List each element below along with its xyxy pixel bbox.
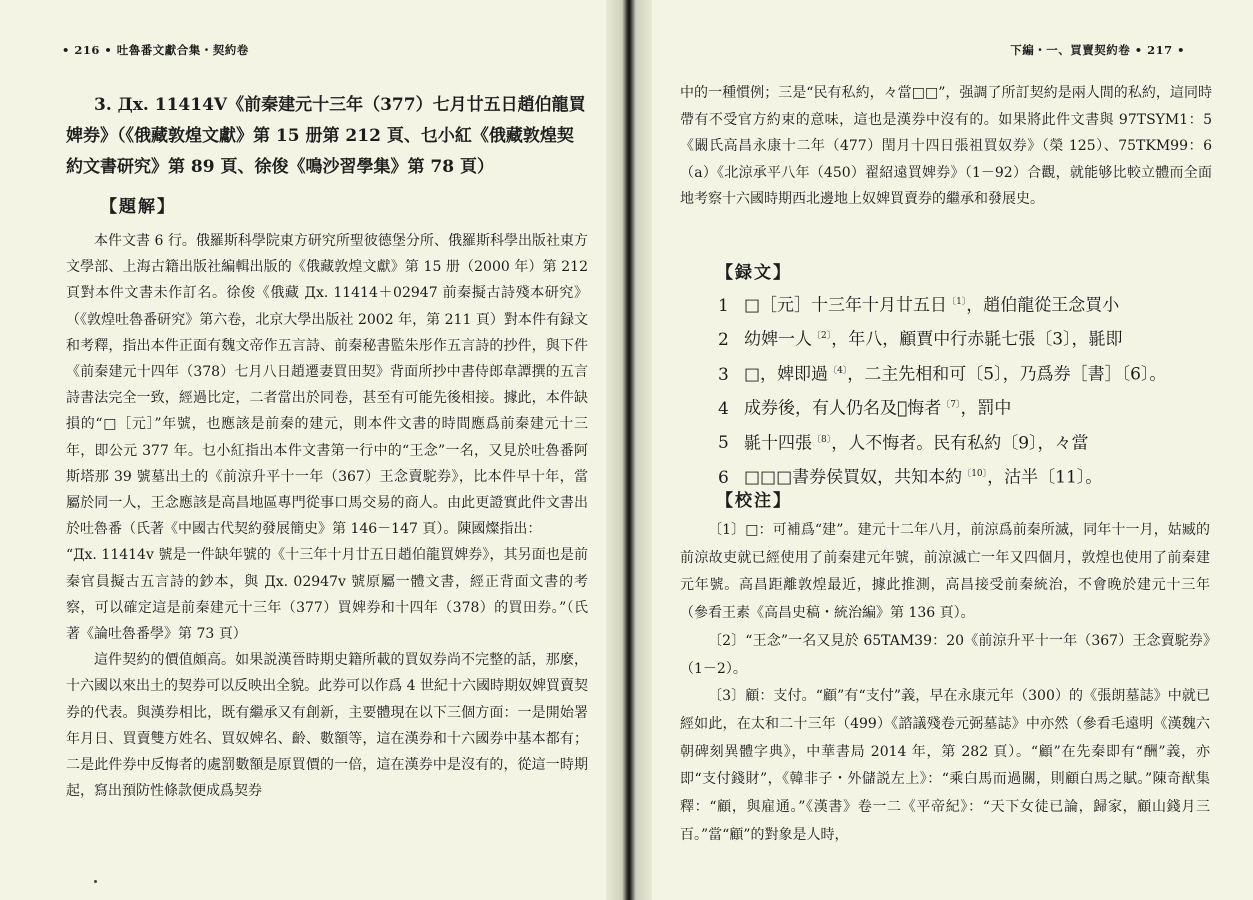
title-line: 約文書研究》第 89 頁、徐俊《鳴沙習學集》第 78 頁） <box>66 157 494 177</box>
right-running-header: 下編・一、買賣契約卷 • 217 • <box>1010 43 1185 57</box>
annotation: 〔2〕“王念”一名又見於 65TAM39：20《前涼升平十一年（367）王念賣駝券》（1－2）。 <box>680 632 1210 677</box>
section-heading-jiaozhu: 【校注】 <box>716 491 792 511</box>
transcription-line: 5 毾十四張$^{〔8〕}$，人不悔者。民有私約〔9〕，々當 <box>718 433 1089 454</box>
transcription-line: 1 □［元］十三年十月廿五日$^{〔1〕}$，趙伯龍從王念買小 <box>718 295 1120 316</box>
transcription-line: 2 幼婢一人$^{〔2〕}$，年八，顧賈中行赤毾七張〔3〕，毾即 <box>718 330 1123 351</box>
left-page <box>0 0 606 900</box>
right-page <box>652 0 1253 900</box>
continued-paragraph <box>680 80 1212 213</box>
transcription-line: 6 □□□書券侯買奴，共知本約$^{〔10〕}$，沽半〔11〕。 <box>718 467 1103 488</box>
paragraph: “Дx. 11414v 號是一件缺年號的《十三年十月廿五日趙伯龍買婢券》，其另面也是前秦官員擬古五言詩的鈔本，與 Дx. 02947v 號原屬一體文書，經正背面文書的考察，可以確定這是前秦建元十三年（377）買婢券和十四年（378）的買田券。”（氏著《論吐魯番學》第 73 頁） <box>66 547 588 643</box>
paragraph: 本件文書 6 行。俄羅斯科學院東方研究所聖彼德堡分所、俄羅斯科學出版社東方文學部、上海古籍出版社編輯出版的《俄藏敦煌文獻》第 15 册（2000 年）第 212 頁對本件文書未作訂名。徐俊《俄藏 Дx. 11414＋02947 前秦擬古詩殘本研究》（《敦煌吐魯番研究》第六卷，北京大學出版社 2002 年，第 211 頁）對本件有録文和考釋，指出本件正面有魏文帝作五言詩、前秦秘書監朱彤作五言詩的抄件，與下件《前秦建元十四年（378）七月八日趙遷妻買田契》背面所抄中書侍郎韋譚撰的五言詩書法完全一致，經過比定，二者當出於同卷，甚至有可能先後相接。據此，本件缺損的“□［元］”年號，也應該是前秦的建元，則本件文書的時間應爲前秦建元十三年，即公元 377 年。乜小紅指出本件文書第一行中的“王念”一名，又見於吐魯番阿斯塔那 39 號墓出土的《前涼升平十一年（367）王念賣駝券》，比本件早十年，當屬於同一人，王念應該是高昌地區專門從事口馬交易的商人。由此更證實此件文書出於吐魯番（氏著《中國古代契約發展簡史》第 146－147 頁）。陳國燦指出： <box>66 233 588 538</box>
annotation: 〔3〕顧：支付。“顧”有“支付”義，早在永康元年（300）的《張朗墓誌》中就已經如此，在太和二十三年（499）《諮議殘卷元弼墓誌》中亦然（參看毛遠明《漢魏六朝碑刻異體字典》，中華書局 2014 年，第 282 頁）。“顧”在先秦即有“酬”義，亦即“支付錢財”，《韓非子・外儲説左上》：“乘白馬而過關，則顧白馬之賦。”陳奇猷集釋：“顧，與雇通。”《漢書》卷一二《平帝紀》：“天下女徒已論，歸家，顧山錢月三百。”當“顧”的對象是人時， <box>680 688 1210 843</box>
section-heading-tijie: 【題解】 <box>100 197 176 217</box>
book-gutter <box>606 0 652 900</box>
paragraph: 這件契約的價值頗高。如果説漢晉時期史籍所載的買奴券尚不完整的話，那麼，十六國以來出土的契券可以反映出全貌。此券可以作爲 4 世紀十六國時期奴婢買賣契券的代表。與漢券相比，既有繼承又有創新，主要體現在以下三個方面：一是開始署年月日、買賣雙方姓名、買奴婢名、齡、數額等，這在漢券和十六國券中基本都有；二是此件券中反悔者的處罰數額是原買價的一倍，這在漢券中是沒有的，從這一時期起，寫出預防性條款便成爲契券 <box>66 652 588 800</box>
transcription-line: 4 成券後，有人仍名及𢙣悔者$^{〔7〕}$，罰中 <box>718 399 1012 420</box>
annotation: 〔1〕□：可補爲“建”。建元十二年八月，前涼爲前秦所滅，同年十一月，姑臧的前涼故吏就已經使用了前秦建元年號，前涼滅亡一年又四個月，敦煌也使用了前秦建元年號。高昌距離敦煌最近，據此推測，高昌接受前秦統治，不會晚於建元十三年（參看王素《高昌史稿・統治編》第 136 頁）。 <box>680 522 1210 622</box>
left-running-header: • 216 • 吐魯番文獻合集・契約卷 <box>62 43 249 57</box>
page-mark <box>94 880 97 883</box>
transcription <box>718 287 1198 494</box>
annotations <box>680 517 1210 849</box>
title-line: 3. Дx. 11414V《前秦建元十三年（377）七月廿五日趙伯龍買 <box>94 95 586 115</box>
section-heading-luwen: 【録文】 <box>716 263 792 283</box>
paragraph: 中的一種慣例；三是“民有私約，々當□□”，强調了所訂契約是兩人間的私約，這同時帶有不受官方約束的意味，這也是漢券中沒有的。如果將此件文書與 97TSYM1：5《闞氏高昌永康十二年（477）閏月十四日張祖買奴券》（榮 125）、75TKM99：6（a）《北涼承平八年（450）翟紹遠買婢券》（1－92）合觀，就能够比較立體而全面地考察十六國時期西北邊地上奴婢買賣券的繼承和發展史。 <box>680 85 1212 208</box>
document-title <box>66 90 588 183</box>
transcription-line: 3 □，婢即過$^{〔4〕}$，二主先相和可〔5〕，乃爲券［書］〔6〕。 <box>718 364 1167 385</box>
tijie-body <box>66 228 588 804</box>
title-line: 婢券》（《俄藏敦煌文獻》第 15 册第 212 頁、乜小紅《俄藏敦煌契 <box>66 126 574 146</box>
